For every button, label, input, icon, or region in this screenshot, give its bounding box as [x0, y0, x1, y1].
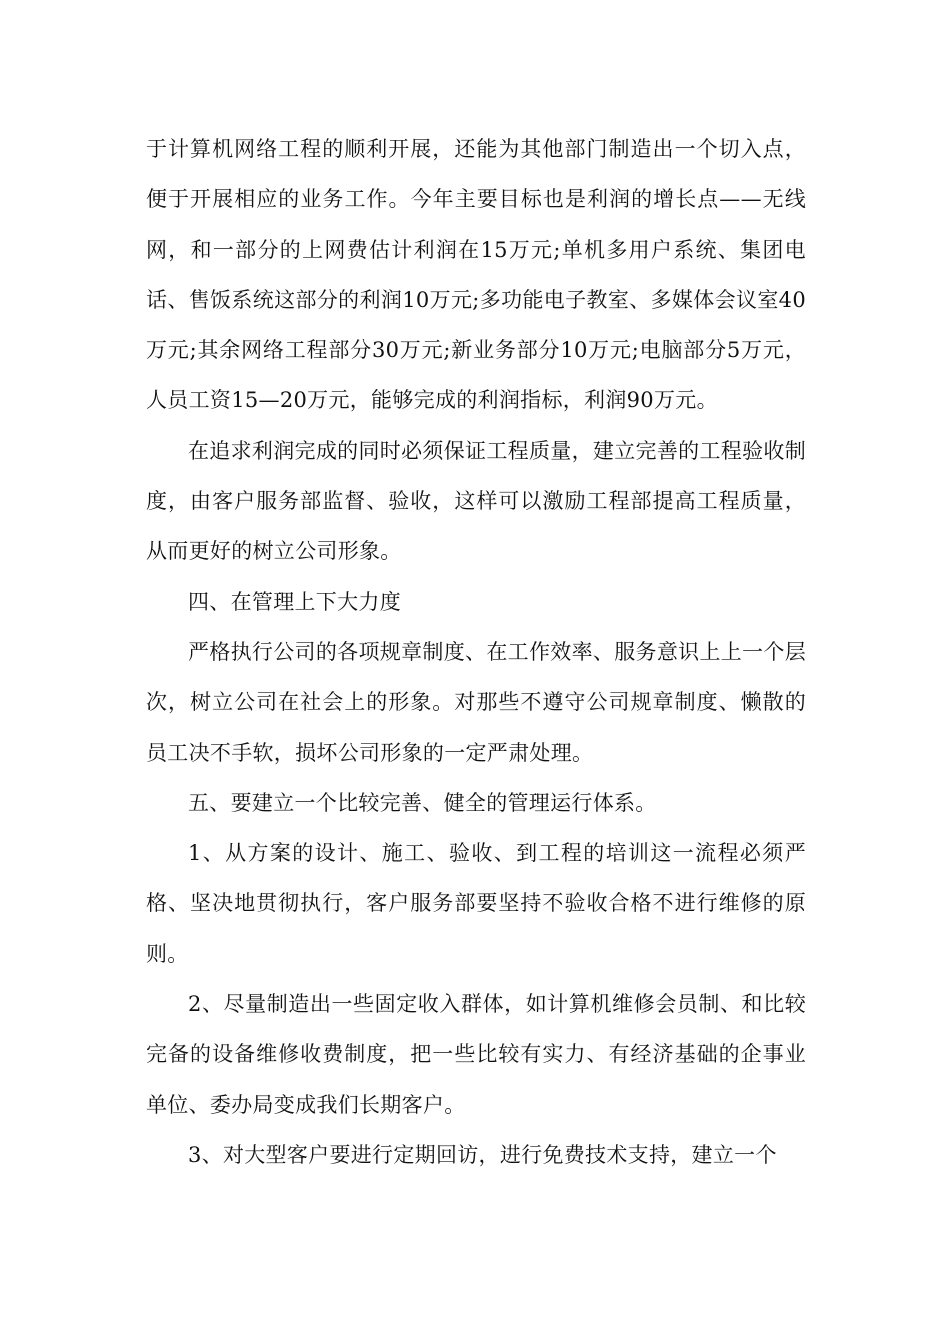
list-item-1: 1、从方案的设计、施工、验收、到工程的培训这一流程必须严格、坚决地贯彻执行，客户服务部要坚持不验收合格不进行维修的原则。: [146, 841, 806, 966]
list-item-3: 3、对大型客户要进行定期回访，进行免费技术支持，建立一个: [188, 1142, 777, 1167]
document-body: [146, 124, 806, 1180]
section-heading-four: 四、在管理上下大力度: [188, 589, 401, 614]
paragraph-continued: 于计算机网络工程的顺利开展，还能为其他部门制造出一个切入点，便于开展相应的业务工作。今年主要目标也是利润的增长点——无线网，和一部分的上网费估计利润在15万元;单机多用户系统、集团电话、售饭系统这部分的利润10万元;多功能电子教室、多媒体会议室40万元;其余网络工程部分30万元;新业务部分10万元;电脑部分5万元，人员工资15—20万元，能够完成的利润指标，利润90万元。: [146, 137, 806, 413]
list-item-2: 2、尽量制造出一些固定收入群体，如计算机维修会员制、和比较完备的设备维修收费制度，把一些比较有实力、有经济基础的企事业单位、委办局变成我们长期客户。: [146, 992, 806, 1117]
section-heading-five: 五、要建立一个比较完善、健全的管理运行体系。: [188, 790, 657, 815]
paragraph-quality: 在追求利润完成的同时必须保证工程质量，建立完善的工程验收制度，由客户服务部监督、验收，这样可以激励工程部提高工程质量，从而更好的树立公司形象。: [146, 438, 806, 564]
paragraph-rules: 严格执行公司的各项规章制度、在工作效率、服务意识上上一个层次，树立公司在社会上的形象。对那些不遵守公司规章制度、懒散的员工决不手软，损坏公司形象的一定严肃处理。: [146, 639, 806, 765]
